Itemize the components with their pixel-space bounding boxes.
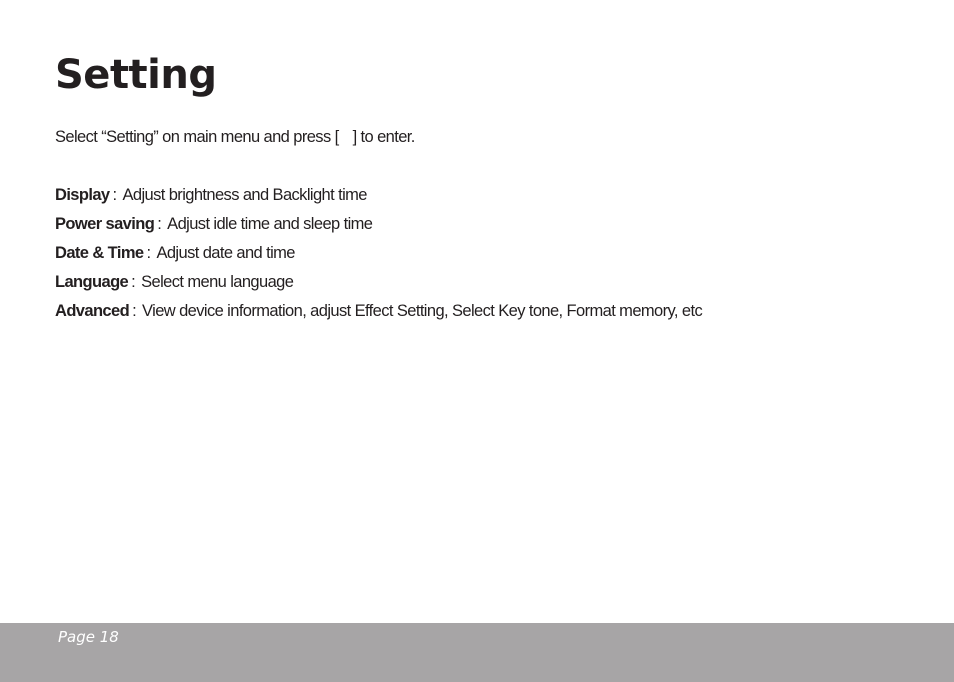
item-description: View device information, adjust Effect Setting, Select Key tone, Format memory, etc bbox=[142, 302, 703, 320]
item-separator: : bbox=[157, 215, 162, 233]
item-term: Language bbox=[55, 273, 129, 291]
intro-text-after: ] to enter. bbox=[352, 128, 415, 146]
item-description: Select menu language bbox=[141, 273, 294, 291]
item-term: Advanced bbox=[55, 302, 130, 320]
list-item-power-saving bbox=[55, 213, 702, 242]
item-separator: : bbox=[146, 244, 151, 262]
item-separator: : bbox=[132, 302, 137, 320]
item-separator: : bbox=[112, 186, 117, 204]
page-title: Setting bbox=[55, 52, 217, 98]
list-item-advanced bbox=[55, 300, 702, 329]
page-number: Page 18 bbox=[58, 628, 119, 646]
list-item-date-time bbox=[55, 242, 702, 271]
item-term: Power saving bbox=[55, 215, 155, 233]
item-term: Display bbox=[55, 186, 110, 204]
list-item-language bbox=[55, 271, 702, 300]
list-item-display bbox=[55, 184, 702, 213]
item-term: Date & Time bbox=[55, 244, 144, 262]
item-separator: : bbox=[131, 273, 136, 291]
intro-text-before: Select “Setting” on main menu and press [ bbox=[55, 128, 339, 146]
item-description: Adjust idle time and sleep time bbox=[167, 215, 373, 233]
intro-instruction bbox=[55, 126, 415, 148]
item-description: Adjust brightness and Backlight time bbox=[122, 186, 367, 204]
settings-list bbox=[55, 184, 702, 329]
footer-bar bbox=[0, 623, 954, 682]
item-description: Adjust date and time bbox=[156, 244, 295, 262]
